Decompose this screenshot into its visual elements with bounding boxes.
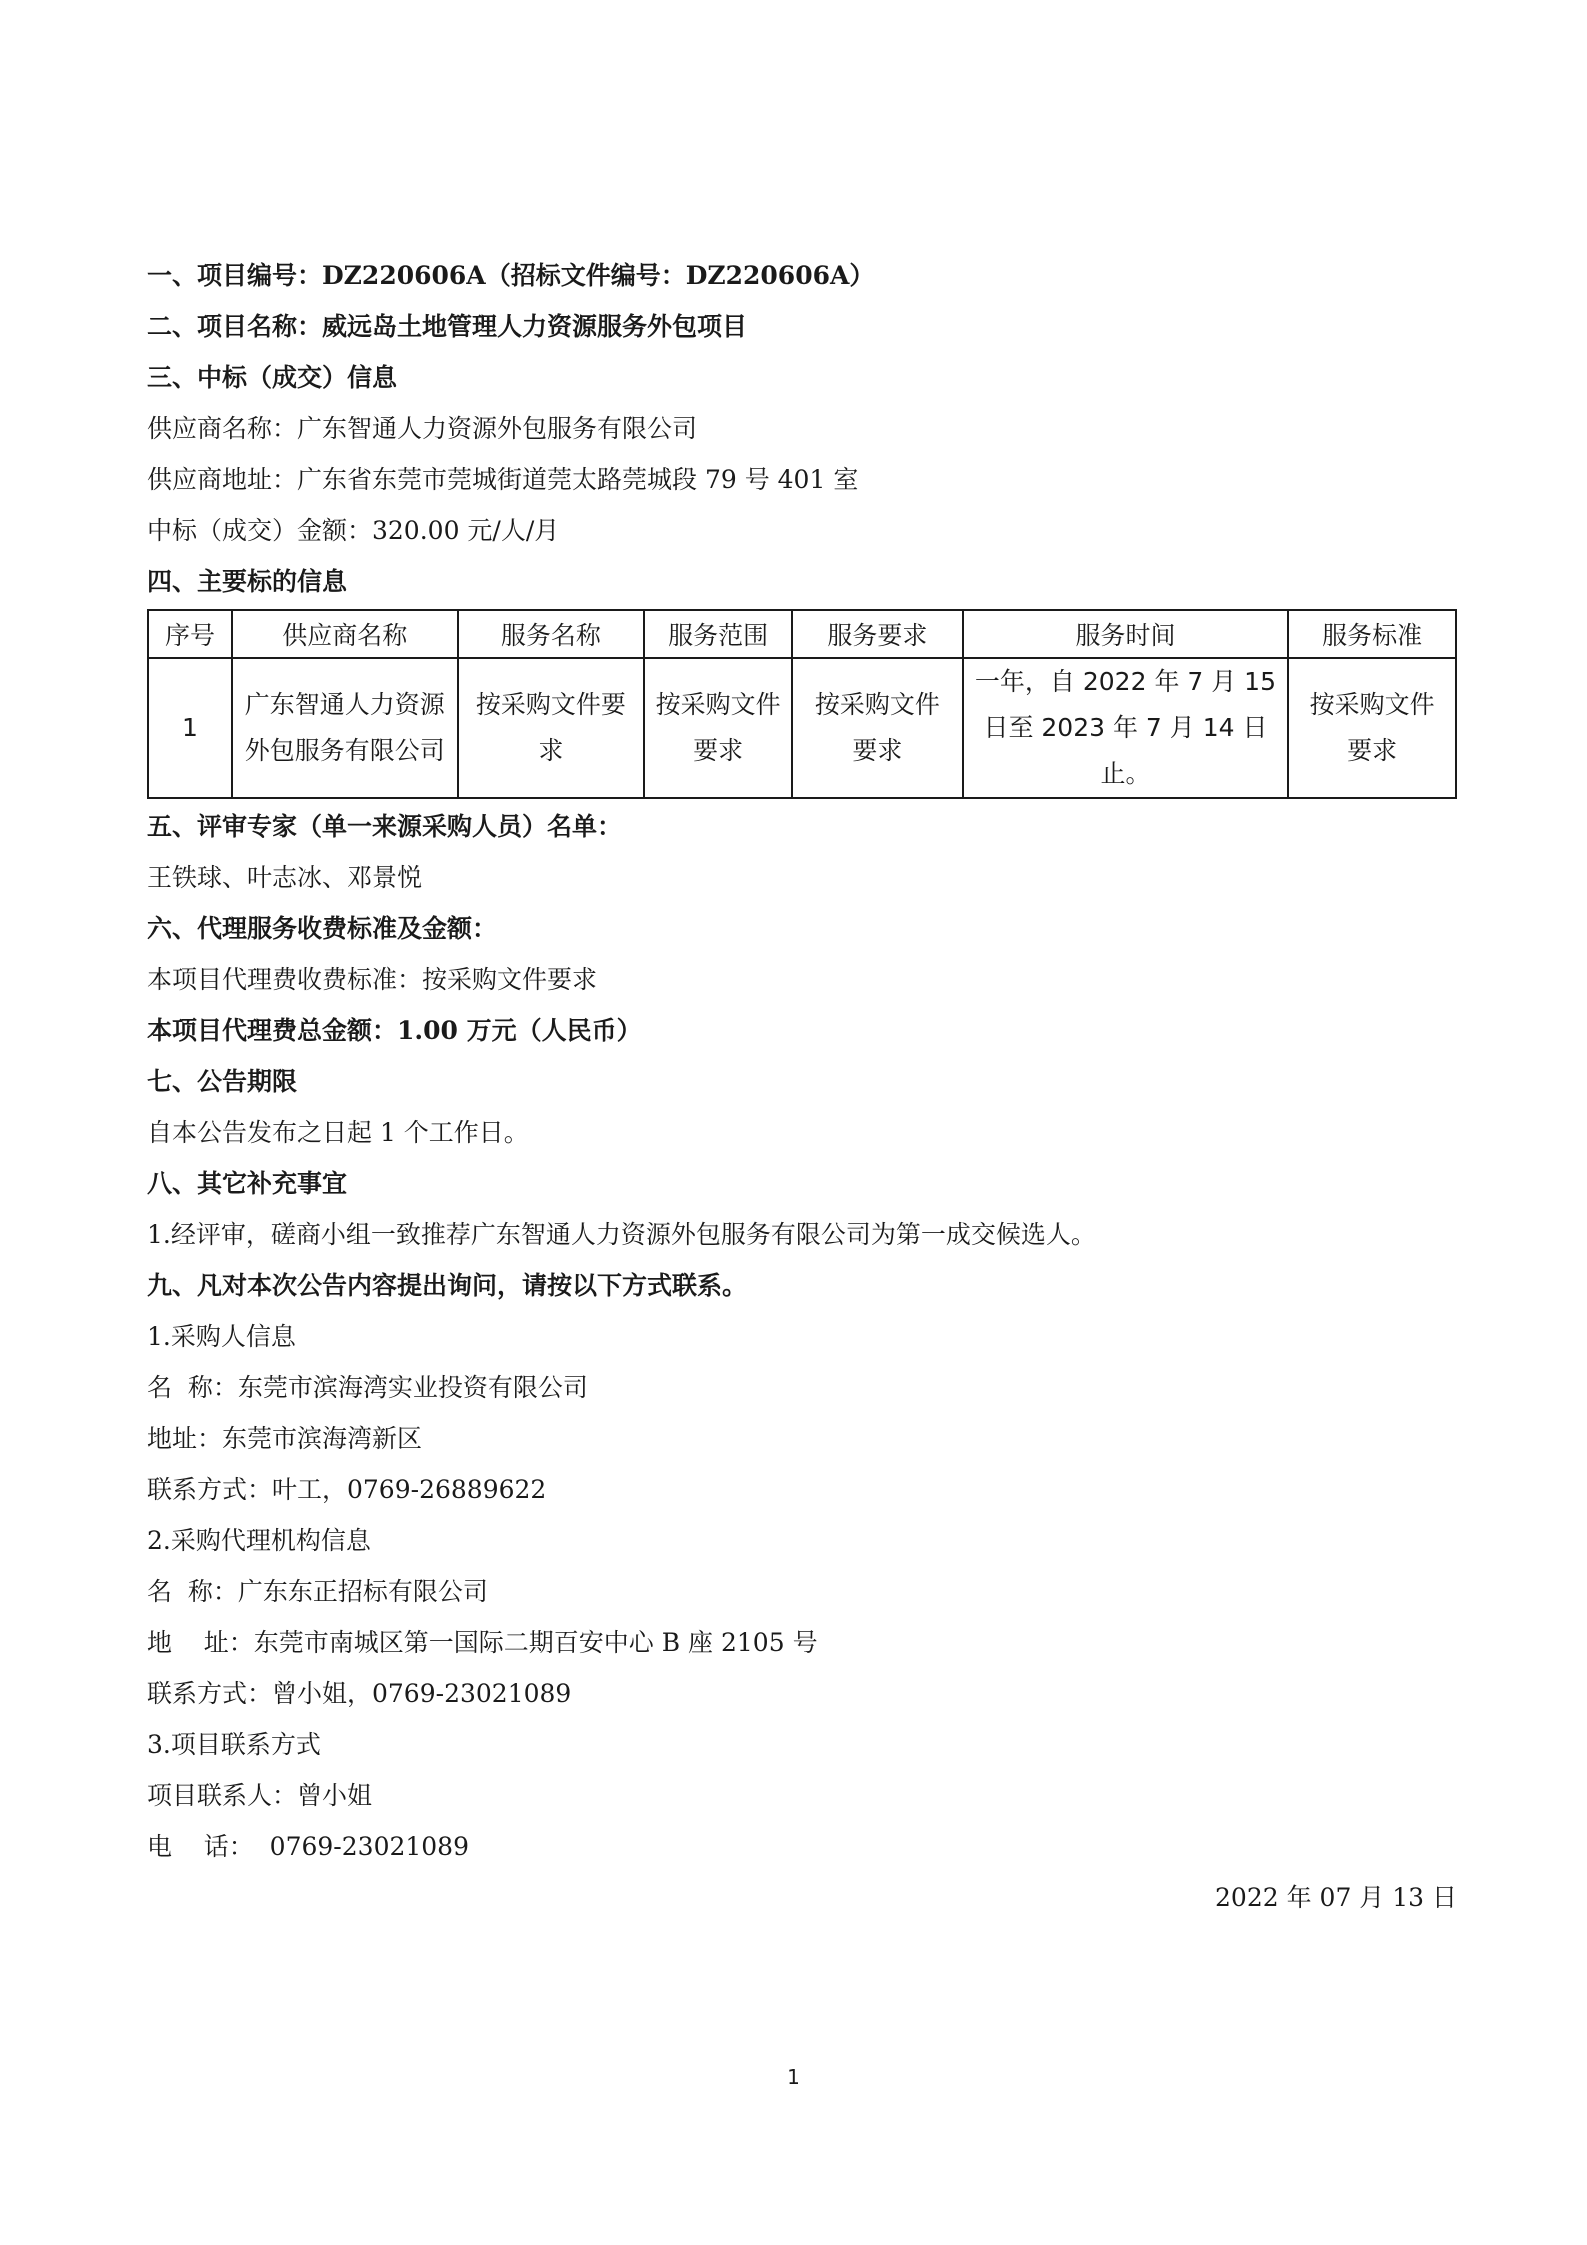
table-row <box>148 658 1456 798</box>
fee-total: 本项目代理费总金额：1.00 万元（人民币） <box>147 1016 642 1045</box>
agency-contact: 联系方式：曾小姐，0769-23021089 <box>147 1679 572 1708</box>
section-supplement-heading: 八、其它补充事宜 <box>147 1169 348 1198</box>
cell-service-standard: 按采购文件 要求 <box>1288 658 1456 798</box>
section-experts-heading: 五、评审专家（单一来源采购人员）名单： <box>147 812 623 841</box>
purchaser-name: 名 称：东莞市滨海湾实业投资有限公司 <box>147 1373 588 1402</box>
section-project-number: 一、项目编号：DZ220606A（招标文件编号：DZ220606A） <box>147 261 875 290</box>
announcement-date: 2022 年 07 月 13 日 <box>1215 1883 1457 1912</box>
agency-info-title: 2.采购代理机构信息 <box>147 1526 371 1555</box>
agency-name: 名 称：广东东正招标有限公司 <box>147 1577 488 1606</box>
page-number: 1 <box>787 2065 800 2089</box>
section-award-info-heading: 三、中标（成交）信息 <box>147 363 398 392</box>
supplement-text: 1.经评审，磋商小组一致推荐广东智通人力资源外包服务有限公司为第一成交候选人。 <box>147 1220 1096 1249</box>
header-no: 序号 <box>148 610 232 658</box>
supplier-name: 供应商名称：广东智通人力资源外包服务有限公司 <box>147 414 698 443</box>
cell-service-requirement: 按采购文件 要求 <box>792 658 963 798</box>
header-service-requirement: 服务要求 <box>792 610 963 658</box>
header-service-time: 服务时间 <box>963 610 1289 658</box>
main-subject-table <box>147 609 1457 799</box>
purchaser-info-title: 1.采购人信息 <box>147 1322 296 1351</box>
announcement-body <box>147 250 1457 1923</box>
project-contact-title: 3.项目联系方式 <box>147 1730 321 1759</box>
header-service-name: 服务名称 <box>458 610 645 658</box>
project-contact-person: 项目联系人：曾小姐 <box>147 1781 373 1810</box>
cell-service-time: 一年，自 2022 年 7 月 15 日至 2023 年 7 月 14 日止。 <box>963 658 1289 798</box>
header-service-standard: 服务标准 <box>1288 610 1456 658</box>
fee-standard: 本项目代理费收费标准：按采购文件要求 <box>147 965 598 994</box>
cell-supplier: 广东智通人力资源 外包服务有限公司 <box>232 658 458 798</box>
section-period-heading: 七、公告期限 <box>147 1067 298 1096</box>
section-project-name: 二、项目名称：威远岛土地管理人力资源服务外包项目 <box>147 312 748 341</box>
project-phone: 电 话： 0769-23021089 <box>147 1832 469 1861</box>
purchaser-address: 地址：东莞市滨海湾新区 <box>147 1424 423 1453</box>
cell-no: 1 <box>148 658 232 798</box>
cell-service-scope: 按采购文件 要求 <box>644 658 792 798</box>
header-supplier: 供应商名称 <box>232 610 458 658</box>
cell-service-name: 按采购文件要 求 <box>458 658 645 798</box>
table-header-row <box>148 610 1456 658</box>
purchaser-contact: 联系方式：叶工，0769-26889622 <box>147 1475 547 1504</box>
supplier-address: 供应商地址：广东省东莞市莞城街道莞太路莞城段 79 号 401 室 <box>147 465 859 494</box>
section-main-subject-heading: 四、主要标的信息 <box>147 567 348 596</box>
agency-address: 地 址：东莞市南城区第一国际二期百安中心 B 座 2105 号 <box>147 1628 818 1657</box>
section-agency-fee-heading: 六、代理服务收费标准及金额： <box>147 914 498 943</box>
expert-names: 王铁球、叶志冰、邓景悦 <box>147 863 423 892</box>
section-contact-heading: 九、凡对本次公告内容提出询问，请按以下方式联系。 <box>147 1271 748 1300</box>
announcement-period: 自本公告发布之日起 1 个工作日。 <box>147 1118 529 1147</box>
header-service-scope: 服务范围 <box>644 610 792 658</box>
bid-amount: 中标（成交）金额：320.00 元/人/月 <box>147 516 560 545</box>
